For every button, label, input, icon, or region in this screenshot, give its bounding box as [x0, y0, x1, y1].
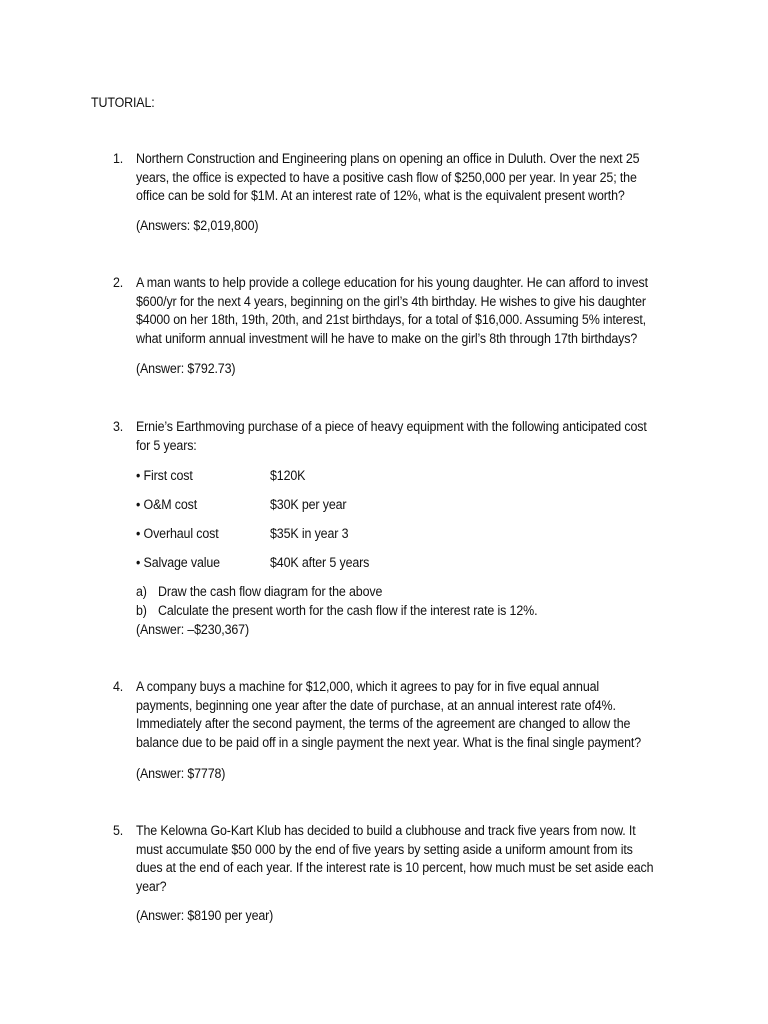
problem-5-text [136, 822, 653, 897]
bullet-label: • First cost [136, 468, 193, 483]
bullet-label: • Salvage value [136, 555, 220, 570]
text-line: year? [136, 879, 167, 895]
problem-4-number: 4. [113, 679, 124, 694]
subitem-text: Draw the cash flow diagram for the above [158, 584, 383, 599]
problem-4-text [136, 678, 641, 753]
problem-2-number: 2. [113, 275, 124, 290]
problem-1-number: 1. [113, 151, 124, 166]
bullet-value: $30K per year [270, 497, 347, 512]
bullet-label: • O&M cost [136, 497, 198, 512]
problem-2-text [136, 274, 648, 349]
text-line: balance due to be paid off in a single payment the next year. What is the final single payment? [136, 735, 642, 751]
problem-3-answer: (Answer: –$230,367) [136, 622, 249, 637]
text-line: what uniform annual investment will he have to make on the girl’s 8th through 17th birthdays? [136, 331, 638, 347]
problem-1-answer: (Answers: $2,019,800) [136, 218, 259, 233]
text-line: $600/yr for the next 4 years, beginning on the girl’s 4th birthday. He wishes to give his daughter [136, 293, 646, 309]
subitem-marker: b) [136, 603, 147, 618]
problem-5-answer: (Answer: $8190 per year) [136, 908, 274, 923]
text-line: dues at the end of each year. If the interest rate is 10 percent, how much must be set aside each [136, 860, 654, 876]
text-line: $4000 on her 18th, 19th, 20th, and 21st birthdays, for a total of $16,000. Assuming 5% interest, [136, 312, 647, 328]
problem-3-number: 3. [113, 419, 124, 434]
problem-5-number: 5. [113, 823, 124, 838]
problem-1-text [136, 150, 639, 206]
text-line: Immediately after the second payment, the terms of the agreement are changed to allow the [136, 716, 631, 732]
subitem-text: Calculate the present worth for the cash flow if the interest rate is 12%. [158, 603, 538, 618]
text-line: office can be sold for $1M. At an interest rate of 12%, what is the equivalent present worth? [136, 188, 625, 204]
bullet-value: $120K [270, 468, 306, 483]
text-line: years, the office is expected to have a positive cash flow of $250,000 per year. In year 25; the [136, 169, 637, 185]
text-line: must accumulate $50 000 by the end of five years by setting aside a uniform amount from its [136, 841, 633, 857]
problem-3-text [136, 418, 647, 455]
bullet-value: $35K in year 3 [270, 526, 349, 541]
bullet-label: • Overhaul cost [136, 526, 219, 541]
text-line: The Kelowna Go-Kart Klub has decided to build a clubhouse and track five years from now. It [136, 823, 636, 838]
text-line: Northern Construction and Engineering plans on opening an office in Duluth. Over the next 25 [136, 151, 640, 166]
subitem-marker: a) [136, 584, 147, 599]
text-line: for 5 years: [136, 437, 197, 453]
text-line: Ernie’s Earthmoving purchase of a piece of heavy equipment with the following anticipated cost [136, 419, 647, 434]
bullet-value: $40K after 5 years [270, 555, 370, 570]
problem-2-answer: (Answer: $792.73) [136, 361, 236, 376]
text-line: A company buys a machine for $12,000, which it agrees to pay for in five equal annual [136, 679, 600, 694]
text-line: A man wants to help provide a college education for his young daughter. He can afford to invest [136, 275, 648, 290]
text-line: payments, beginning one year after the date of purchase, at an annual interest rate of4%. [136, 697, 616, 713]
problem-4-answer: (Answer: $7778) [136, 766, 226, 781]
page-heading: TUTORIAL: [91, 95, 155, 110]
